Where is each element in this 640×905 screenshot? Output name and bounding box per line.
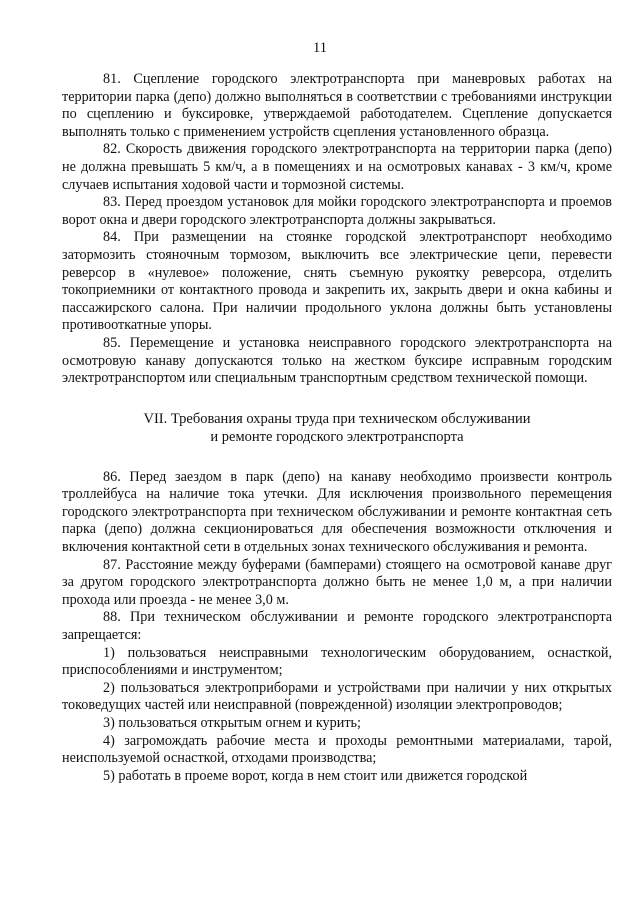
paragraph-88: 88. При техническом обслуживании и ремонте городского электротранспорта запрещается: bbox=[62, 609, 612, 644]
paragraph-82: 82. Скорость движения городского электротранспорта на территории парка (депо) не должна превышать 5 км/ч, а в помещениях и на осмотровых канавах - 3 км/ч, кроме случаев испытания ходовой части и тормозной системы. bbox=[62, 141, 612, 193]
section-heading-line-2: и ремонте городского электротранспорта bbox=[210, 428, 464, 445]
document-body bbox=[62, 71, 612, 785]
section-heading-line-1: VII. Требования охраны труда при техническом обслуживании bbox=[143, 410, 531, 427]
list-item-2: 2) пользоваться электроприборами и устройствами при наличии у них открытых токоведущих частей или неисправной (поврежденной) изоляции электропроводов; bbox=[62, 679, 612, 714]
list-item-1: 1) пользоваться неисправными технологическим оборудованием, оснасткой, приспособлениями и инструментом; bbox=[62, 644, 612, 679]
page-number: 11 bbox=[313, 40, 327, 56]
list-item-4: 4) загромождать рабочие места и проходы ремонтными материалами, тарой, неиспользуемой оснасткой, отходами производства; bbox=[62, 732, 612, 767]
paragraph-85: 85. Перемещение и установка неисправного городского электротранспорта на осмотровую канаву допускаются только на жестком буксире исправным городским электротранспортом или специальным транспортным средством технической помощи. bbox=[62, 334, 612, 387]
paragraph-84: 84. При размещении на стоянке городской электротранспорт необходимо затормозить стояночным тормозом, выключить все электрические цепи, перевести реверсор в «нулевое» положение, снять съемную рукоятку реверсора, отделить токоприемники от контактного провода и закрепить их, закрыть двери и окна кабины и пассажирского салона. При наличии продольного уклона должны быть установлены противооткатные упоры. bbox=[62, 229, 612, 334]
paragraph-81: 81. Сцепление городского электротранспорта при маневровых работах на территории парка (депо) должно выполняться в соответствии с требованиями инструкции по сцеплению и буксировке, утверждаемой работодателем. Сцепление допускается выполнять только с применением устройств сцепления установленного образца. bbox=[62, 71, 612, 140]
list-item-3: 3) пользоваться открытым огнем и курить; bbox=[103, 715, 361, 731]
list-item-5: 5) работать в проеме ворот, когда в нем стоит или движется городской bbox=[103, 767, 528, 784]
section-heading bbox=[62, 410, 612, 446]
paragraph-86: 86. Перед заездом в парк (депо) на канаву необходимо произвести контроль троллейбуса на наличие тока утечки. Для исключения произвольного перемещения городского электротранспорта при техническом обслуживании и ремонте контактная сеть парка (депо) должна секционироваться для обеспечения возможности отключения и включения контактной сети в отдельных зонах технического обслуживания и ремонта. bbox=[62, 468, 612, 556]
paragraph-83: 83. Перед проездом установок для мойки городского электротранспорта и проемов ворот окна и двери городского электротранспорта должны закрываться. bbox=[62, 194, 612, 228]
paragraph-87: 87. Расстояние между буферами (бамперами) стоящего на осмотровой канаве друг за другом городского электротранспорта должно быть не менее 1,0 м, а при наличии прохода или проезда - не менее 3,0 м. bbox=[62, 556, 612, 608]
